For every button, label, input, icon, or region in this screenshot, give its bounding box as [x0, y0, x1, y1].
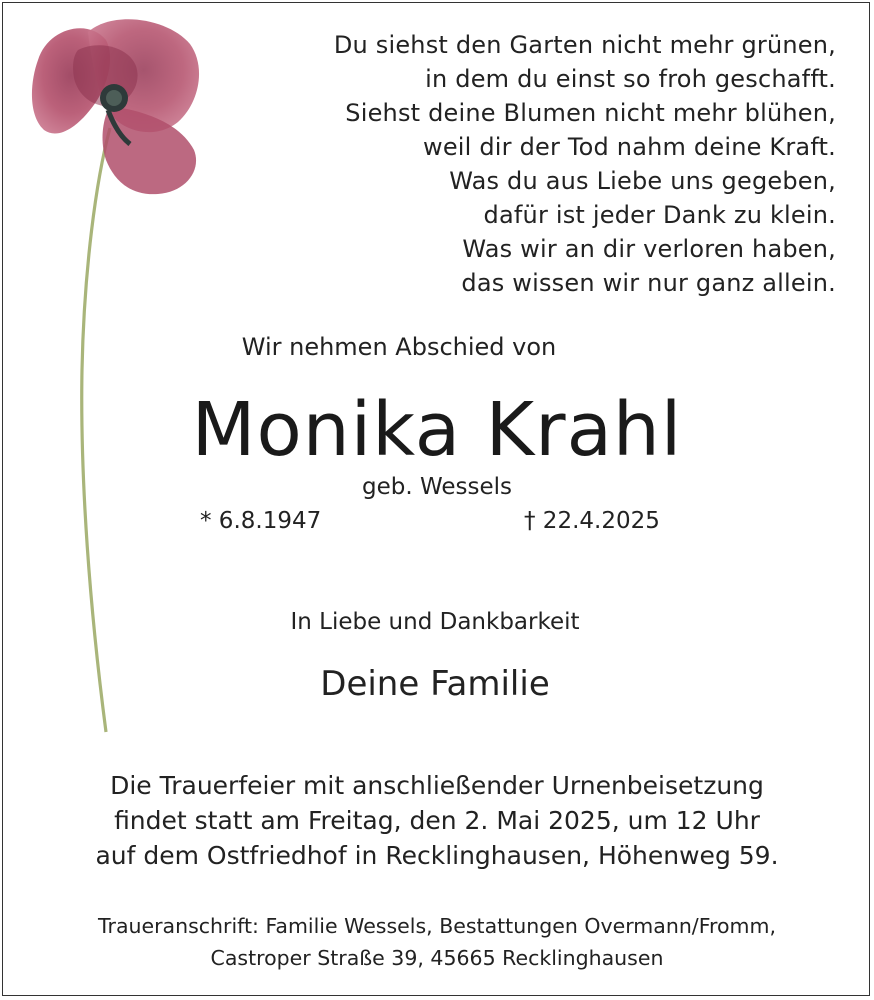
poem-line: das wissen wir nur ganz allein.	[461, 269, 836, 297]
birth-date: * 6.8.1947	[200, 508, 322, 534]
death-date: † 22.4.2025	[524, 508, 660, 534]
ceremony-line: auf dem Ostfriedhof in Recklinghausen, Höhenweg 59.	[95, 841, 779, 870]
poem-line: in dem du einst so froh geschafft.	[425, 65, 836, 93]
poem-line: dafür ist jeder Dank zu klein.	[483, 201, 836, 229]
farewell-text: Wir nehmen Abschied von	[241, 333, 557, 361]
poem-line: Was wir an dir verloren haben,	[462, 235, 836, 263]
mourning-address	[0, 910, 874, 974]
poem-line: Siehst deine Blumen nicht mehr blühen,	[345, 99, 836, 127]
ceremony-line: findet statt am Freitag, den 2. Mai 2025, um 12 Uhr	[114, 806, 760, 835]
poem	[236, 28, 836, 300]
address-line: Castroper Straße 39, 45665 Recklinghausen	[210, 946, 664, 970]
ceremony-info	[0, 768, 874, 873]
poem-line: Was du aus Liebe uns gegeben,	[449, 167, 836, 195]
deceased-name: Monika Krahl	[191, 387, 683, 473]
maiden-name: geb. Wessels	[361, 474, 512, 500]
ceremony-line: Die Trauerfeier mit anschließender Urnenbeisetzung	[110, 771, 764, 800]
gratitude-text: In Liebe und Dankbarkeit	[290, 609, 580, 635]
signature-family: Deine Familie	[320, 664, 550, 704]
poem-line: weil dir der Tod nahm deine Kraft.	[423, 133, 836, 161]
poem-line: Du siehst den Garten nicht mehr grünen,	[333, 31, 836, 59]
address-line: Traueranschrift: Familie Wessels, Bestattungen Overmann/Fromm,	[98, 914, 776, 938]
